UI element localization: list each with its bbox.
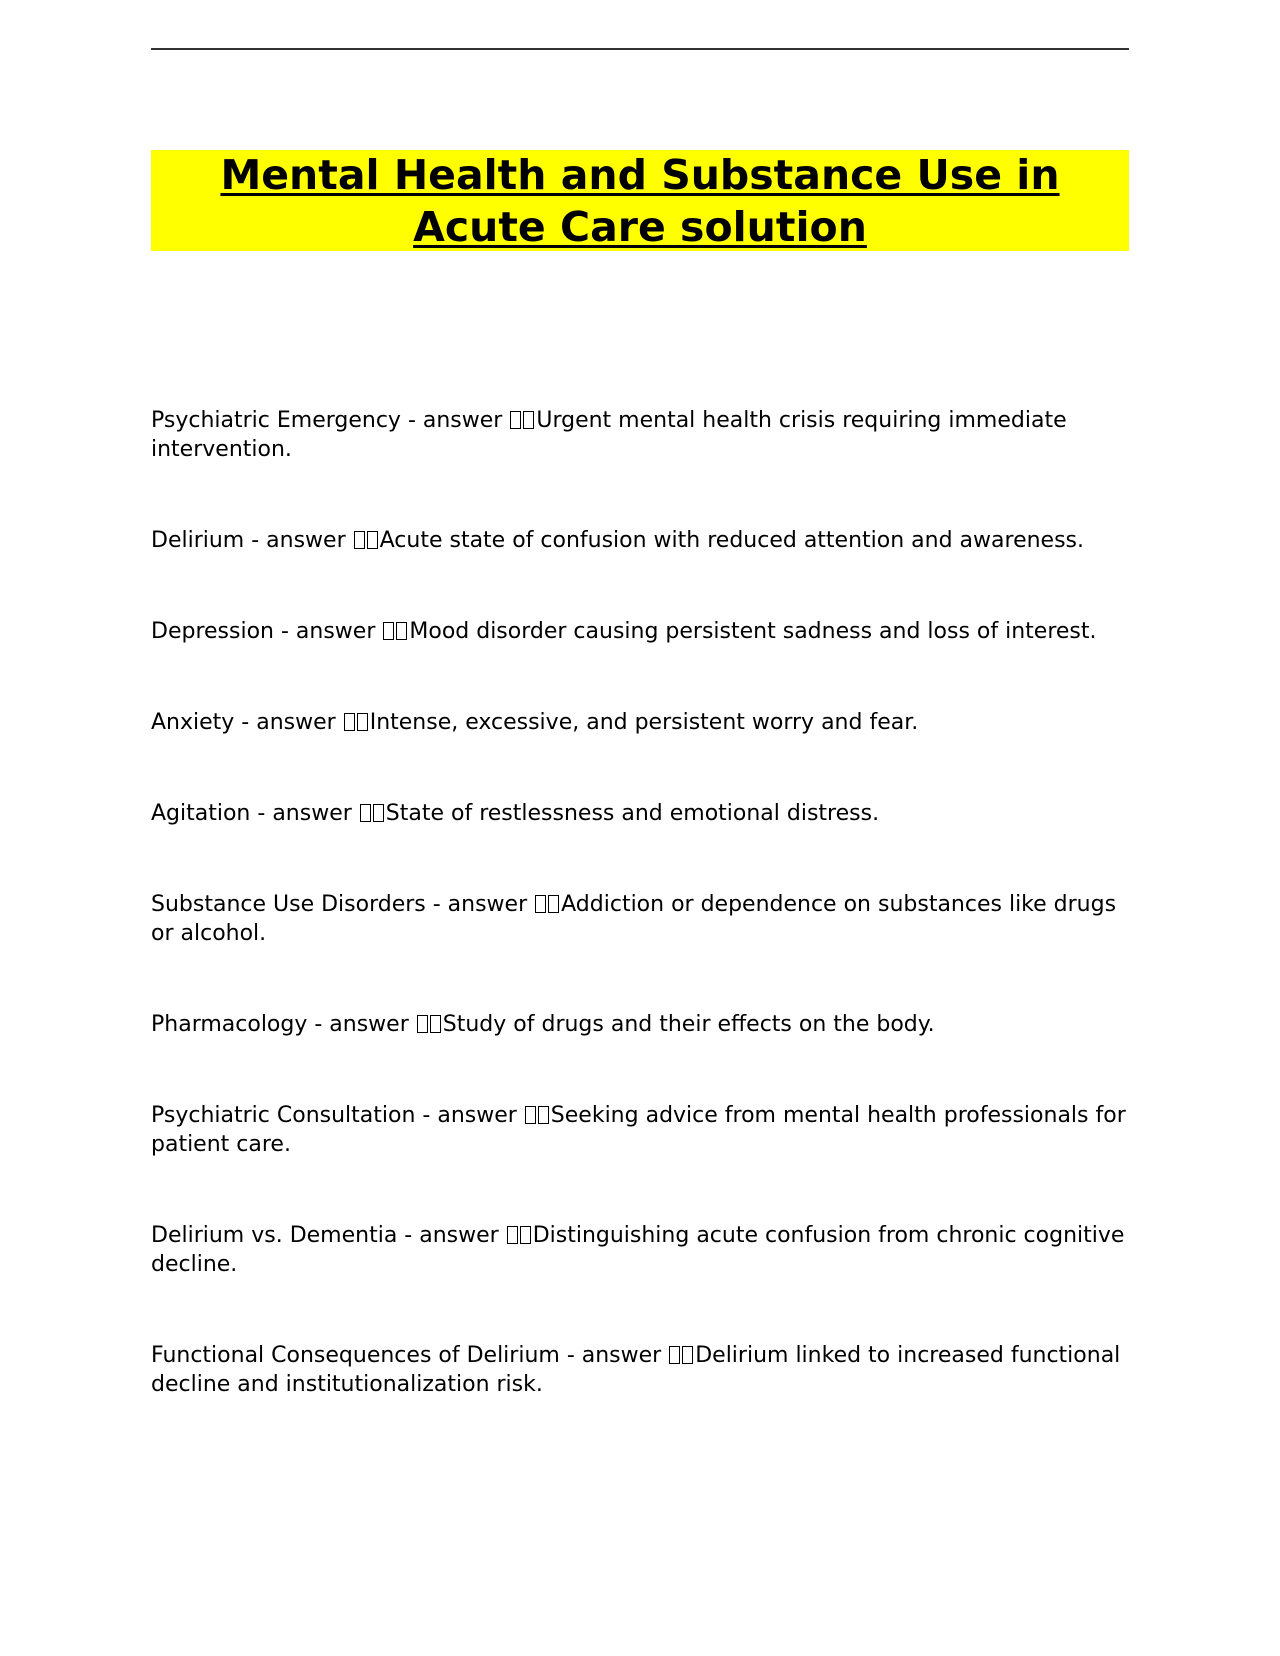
entry-separator: - answer [234,710,343,735]
entry-definition: Urgent mental health crisis requiring immediate intervention. [151,408,1067,462]
entry-term: Anxiety [151,710,235,735]
entry-term: Functional Consequences of Delirium [151,1343,560,1368]
entry-separator: - answer [307,1012,416,1037]
list-item [151,1221,1136,1279]
missing-glyph-box-icon [417,1010,443,1039]
qa-list [151,406,1136,1461]
missing-glyph-box-icon [525,1101,551,1130]
list-item [151,799,1136,828]
entry-term: Psychiatric Consultation [151,1103,416,1128]
list-item [151,617,1136,646]
entry-term: Agitation [151,801,251,826]
missing-glyph-box-icon [360,799,386,828]
top-rule [151,48,1129,50]
entry-separator: - answer [244,528,353,553]
list-item [151,1341,1136,1399]
entry-definition: State of restlessness and emotional distress. [385,801,880,826]
list-item [151,406,1136,464]
missing-glyph-box-icon [507,1221,533,1250]
entry-term: Pharmacology [151,1012,308,1037]
entry-term: Delirium [151,528,245,553]
missing-glyph-box-icon [354,526,380,555]
entry-definition: Acute state of confusion with reduced attention and awareness. [379,528,1085,553]
entry-term: Substance Use Disorders [151,892,426,917]
missing-glyph-box-icon [535,890,561,919]
entry-separator: - answer [273,619,383,644]
entry-definition: Seeking advice from mental health professionals for patient care. [151,1103,1126,1157]
entry-separator: - answer [250,801,359,826]
missing-glyph-box-icon [344,708,370,737]
list-item [151,890,1136,948]
list-item [151,708,1136,737]
entry-separator: - answer [415,1103,524,1128]
missing-glyph-box-icon [383,617,409,646]
entry-separator: - answer [400,408,510,433]
entry-definition: Delirium linked to increased functional decline and institutionalization risk. [151,1343,1121,1397]
entry-term: Depression [151,619,274,644]
document-title: Mental Health and Substance Use in Acute Care solution [220,150,1060,251]
entry-definition: Study of drugs and their effects on the body. [442,1012,935,1037]
entry-definition: Distinguishing acute confusion from chronic cognitive decline. [151,1223,1125,1277]
missing-glyph-box-icon [510,406,536,435]
entry-separator: - answer [397,1223,506,1248]
entry-term: Delirium vs. Dementia [151,1223,398,1248]
entry-definition: Mood disorder causing persistent sadness and loss of interest. [409,619,1097,644]
missing-glyph-box-icon [669,1341,695,1370]
entry-definition: Intense, excessive, and persistent worry and fear. [369,710,919,735]
title-banner [151,150,1129,251]
entry-definition: Addiction or dependence on substances like drugs or alcohol. [151,892,1117,946]
entry-term: Psychiatric Emergency [151,408,401,433]
list-item [151,1010,1136,1039]
entry-separator: - answer [559,1343,669,1368]
entry-separator: - answer [425,892,535,917]
list-item [151,1101,1136,1159]
list-item [151,526,1136,555]
